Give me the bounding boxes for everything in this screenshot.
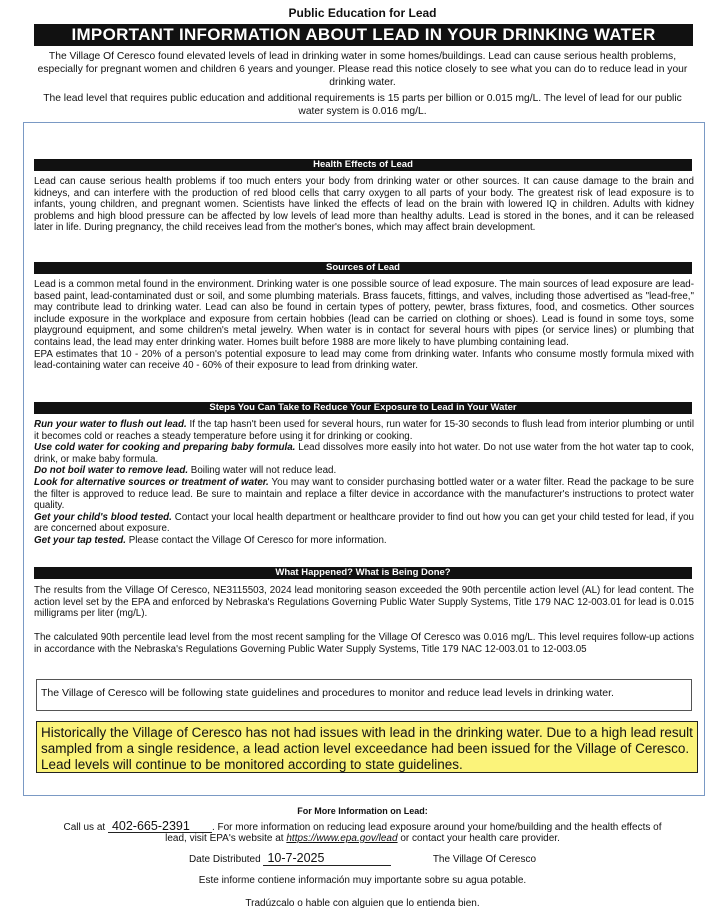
- epa-suffix: or contact your health care provider.: [400, 833, 560, 844]
- step-item: [34, 442, 694, 465]
- step-title: Look for alternative sources or treatment of water.: [34, 476, 269, 488]
- epa-prefix: lead, visit EPA's website at: [165, 833, 284, 844]
- step-item: [34, 535, 694, 547]
- step-text: Boiling water will not reduce lead.: [188, 465, 337, 477]
- steps-heading: Steps You Can Take to Reduce Your Exposure to Lead in Your Water: [34, 402, 692, 414]
- step-text: If the tap hasn't been used for several hours, run water for 15-30 seconds to flush lead from interior plumbing or until it becomes cold or reaches a steady temperature before using it for drinking or cooking.: [34, 419, 694, 442]
- information-box: [23, 122, 705, 796]
- step-title: Use cold water for cooking and preparing baby formula.: [34, 442, 296, 454]
- date-line: [0, 851, 725, 866]
- step-text: You may want to consider purchasing bottled water or a water filter. Read the package to be sure the filter is approved to reduce lead. Be sure to maintain and replace a filter device in accordance with the manufacturer's instructions to protect water quality.: [34, 476, 694, 512]
- phone-number[interactable]: 402-665-2391: [108, 820, 212, 833]
- intro-paragraph: The Village Of Ceresco found elevated levels of lead in drinking water in some homes/buildings. Lead can cause serious health problems, especially for pregnant women and children 6 years and younger. Please read this notice closely to see what you can do to reduce lead in your drinking water.: [37, 51, 688, 88]
- health-effects-heading: Health Effects of Lead: [34, 159, 692, 171]
- page-title-banner: IMPORTANT INFORMATION ABOUT LEAD IN YOUR DRINKING WATER: [34, 24, 693, 46]
- contact-line-1: [30, 820, 695, 834]
- more-info-heading: For More Information on Lead:: [297, 806, 428, 816]
- step-item: [34, 465, 694, 477]
- step-text: Please contact the Village Of Ceresco for more information.: [126, 534, 387, 546]
- step-text: Contact your local health department or healthcare provider to find out how you can get your child tested for lead, if you are concerned about exposure.: [34, 511, 694, 535]
- organization-name: The Village Of Ceresco: [432, 854, 537, 865]
- date-label: Date Distributed: [188, 854, 261, 865]
- intro-level-paragraph: The lead level that requires public education and additional requirements is 15 parts per billion or 0.015 mg/L. The level of lead for our public water system is 0.016 mg/L.: [43, 93, 682, 117]
- spanish-line-1: Este informe contiene información muy importante sobre su agua potable.: [198, 875, 527, 886]
- date-distributed: 10-7-2025: [263, 851, 391, 866]
- contact-line-2: [30, 833, 695, 845]
- what-happened-paragraph-2: The calculated 90th percentile lead level from the most recent sampling for the Village Of Ceresco was 0.016 mg/L. This level requires follow-up actions in accordance with the Nebraska's Regulations Governing Public Water Supply Systems, Title 179 NAC 12-003.01 to 12-003.05: [34, 632, 694, 655]
- step-item: [34, 512, 694, 535]
- call-suffix: . For more information on reducing lead exposure around your home/building and the health effects of: [211, 822, 662, 833]
- sources-paragraph-2: EPA estimates that 10 - 20% of a person's potential exposure to lead may come from drinking water. Infants who consume mostly formula mixed with lead-containing water can receive 40 - 60% of their exposure to lead from drinking water.: [34, 348, 694, 372]
- what-happened-paragraph-1: The results from the Village Of Ceresco, NE3115503, 2024 lead monitoring season exceeded the 90th percentile action level (AL) for lead content. The action level set by the EPA and enforced by Nebraska's Regulations Governing Public Water Supply Systems, Title 179 NAC 12-003.01 for lead is 0.015 milligrams per liter (mg/L).: [34, 585, 694, 620]
- what-happened-heading: What Happened? What is Being Done?: [34, 567, 692, 579]
- page-subtitle: Public Education for Lead: [288, 6, 437, 20]
- epa-website-link[interactable]: https://www.epa.gov/lead: [286, 833, 398, 844]
- sources-text: [34, 279, 694, 372]
- step-text: Lead dissolves more easily into hot water. Do not use water from the hot water tap to cook, drink, or make baby formula.: [34, 442, 694, 465]
- step-item: [34, 419, 694, 442]
- step-title: Run your water to flush out lead.: [34, 419, 187, 430]
- spanish-line-2: Tradúzcalo o hable con alguien que lo entienda bien.: [245, 898, 480, 909]
- steps-list: [34, 419, 694, 547]
- step-item: [34, 477, 694, 512]
- step-title: Get your tap tested.: [34, 534, 126, 546]
- sources-paragraph-1: Lead is a common metal found in the environment. Drinking water is one possible source of lead exposure. The main sources of lead exposure are lead-based paint, lead-contaminated dust or soil, and some plumbing materials. Brass faucets, fittings, and valves, including those advertised as "lead-free," may contribute lead to drinking water. Lead can also be found in certain types of pottery, pewter, brass fixtures, food, and cosmetics. Other sources include exposure in the workplace and exposure from certain hobbies (lead can be carried on clothing or shoes). Lead is found in some toys, some playground equipment, and some children's metal jewelry. When water is in contact for several hours with pipes (or service lines) or plumbing that contains lead, the lead may enter drinking water. Homes built before 1988 are more likely to have plumbing containing lead.: [34, 279, 694, 348]
- step-title: Do not boil water to remove lead.: [34, 465, 189, 477]
- sources-heading: Sources of Lead: [34, 262, 692, 274]
- boxed-statement: The Village of Ceresco will be following state guidelines and procedures to monitor and reduce lead levels in drinking water.: [36, 679, 692, 711]
- health-effects-text: Lead can cause serious health problems if too much enters your body from drinking water or other sources. It can cause damage to the brain and kidneys, and can interfere with the production of red blood cells that carry oxygen to all parts of your body. The greatest risk of lead exposure is to infants, young children, and pregnant women. Scientists have linked the effects of lead on the brain with lowered IQ in children. Adults with kidney problems and high blood pressure can be affected by low levels of lead more than healthy adults. Lead is stored in the bones, and it can be released later in life. During pregnancy, the child receives lead from the mother's bones, which may affect brain development.: [34, 176, 694, 234]
- step-title: Get your child's blood tested.: [34, 511, 172, 523]
- call-prefix: Call us at: [63, 822, 106, 833]
- highlighted-statement: Historically the Village of Ceresco has not had issues with lead in the drinking water. Due to a high lead result sampled from a single residence, a lead action level exceedance had been issued for the Village of Ceresco. Lead levels will continue to be monitored according to state guidelines.: [36, 721, 698, 773]
